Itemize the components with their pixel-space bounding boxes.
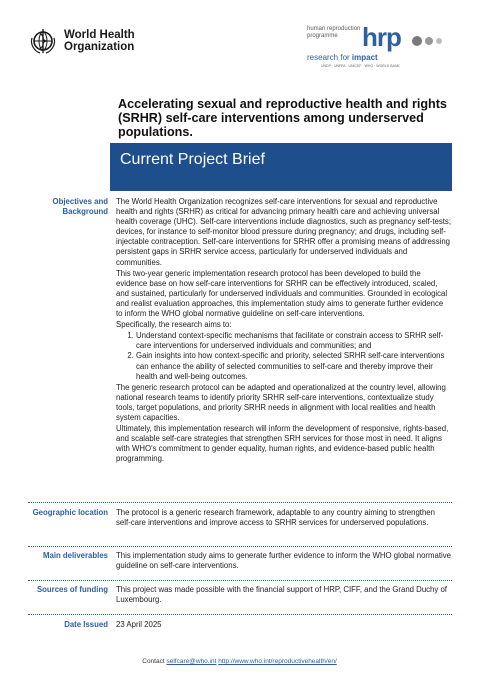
hrp-tag-bold: impact — [351, 53, 378, 62]
hrp-wordmark: hrp — [362, 22, 401, 52]
who-line-1: World Health — [64, 29, 135, 41]
divider — [28, 502, 452, 503]
divider — [28, 614, 452, 615]
who-logo — [28, 26, 135, 56]
objectives-paragraph-5: Ultimately, this implementation research will inform the development of responsive, rights-based, and scalable self-care strategies that strengthen SRH services for those most in need. It aligns with WHO's commitment to gender equality, human rights, and evidence-based public health programming. — [116, 424, 449, 464]
hrp-logo — [307, 22, 457, 72]
geographic-label: Geographic location — [32, 508, 108, 517]
hrp-small-text: human reproduction programme — [307, 26, 361, 39]
who-wordmark — [64, 29, 135, 53]
contact-label: Contact — [142, 658, 165, 665]
objectives-label: Objectives and Background — [52, 197, 108, 216]
banner — [110, 143, 452, 191]
date-content: 23 April 2025 — [116, 620, 162, 629]
funding-content: This project was made possible with the financial support of HRP, CIFF, and the Grand Duchy of Luxembourg. — [116, 585, 447, 605]
website-link[interactable]: http://www.who.int/reproductivehealth/en/ — [218, 658, 337, 665]
aims-list — [116, 331, 451, 381]
deliverables-content: This implementation study aims to generate further evidence to inform the WHO global normative guideline on self-care interventions. — [116, 551, 451, 571]
hrp-partners: UNDP · UNFPA · UNICEF · WHO · WORLD BANK — [321, 64, 400, 68]
funding-label: Sources of funding — [36, 585, 108, 594]
who-emblem-icon — [28, 26, 58, 56]
hrp-dots-icon — [411, 32, 451, 50]
aim-item-2: 2. Gain insights into how context-specific and priority, selected SRHR self-care interventions can enhance the ability of selected communities to self-care and thereby improve their health and well-being outcomes. — [136, 351, 451, 381]
geographic-content: The protocol is a generic research framework, adaptable to any country aiming to strengthen self-care interventions and improve access to SRHR services for underserved populations. — [116, 508, 435, 528]
hrp-tag-plain: research for — [307, 53, 352, 62]
footer — [0, 658, 479, 665]
contact-email-link[interactable]: selfcare@who.int — [166, 658, 217, 665]
objectives-paragraph-3: Specifically, the research aims to: — [116, 320, 232, 330]
divider — [28, 580, 452, 581]
objectives-paragraph-2: This two-year generic implementation research protocol has been developed to build the evidence base on how self-care interventions for SRHR can be effectively introduced, scaled, and sustained, particularly for underserved individuals and communities. Grounded in ecological and realist evaluation approaches, this implementation study aims to generate further evidence to inform the WHO global normative guideline on self-care interventions. — [116, 268, 448, 319]
objectives-paragraph-1: The World Health Organization recognizes self-care interventions for sexual and reproductive health and rights (SRHR) as critical for advancing primary health care and achieving universal health coverage (UHC). Self-care interventions include diagnostics, such as pregnancy self-tests; devices, for instance to self-monitor blood pressure during pregnancy; and drugs, including self- injectable contraception. Self-care interventions for SRHR offer a promising means of addressing persistent gaps in SRHR service access, particularly for underserved individuals and communities. — [116, 197, 451, 267]
who-line-2: Organization — [64, 41, 135, 53]
date-label: Date Issued — [64, 620, 108, 629]
divider — [28, 546, 452, 547]
banner-text: Current Project Brief — [120, 151, 265, 168]
objectives-paragraph-4: The generic research protocol can be adapted and operationalized at the country level, allowing national research teams to identify priority SRHR self-care interventions, contextualize study tools, target populations, and priority SRHR needs in alignment with local realities and health system capacities. — [116, 382, 446, 422]
aim-item-1: 1. Understand context-specific mechanisms that facilitate or constrain access to SRHR self-care interventions for underserved individuals and communities; and — [136, 331, 451, 351]
deliverables-label: Main deliverables — [42, 551, 108, 560]
document-title: Accelerating sexual and reproductive health and rights (SRHR) self-care interventions among underserved populations. — [118, 97, 447, 139]
objectives-content — [116, 197, 451, 465]
hrp-tagline — [307, 53, 378, 62]
